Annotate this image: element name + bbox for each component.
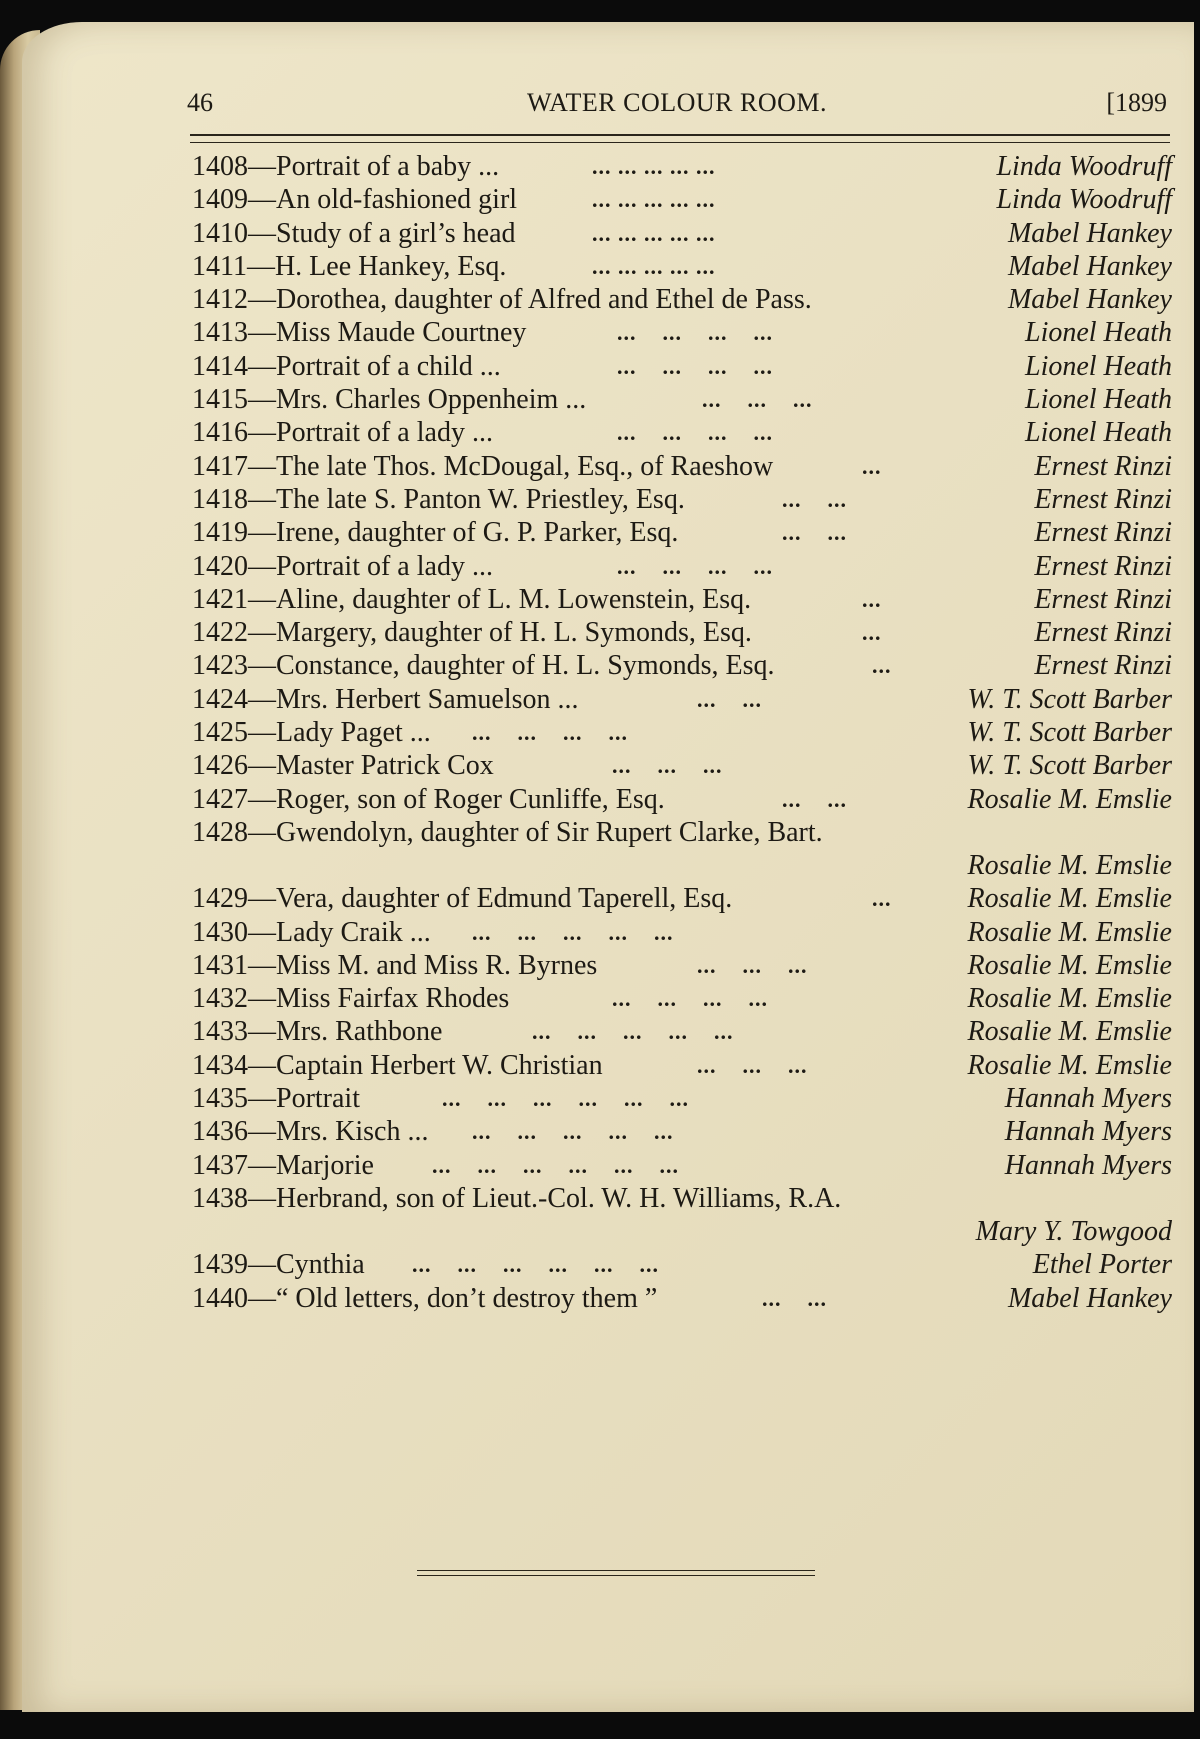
entry-artist: Mabel Hankey <box>1007 217 1172 249</box>
catalogue-entry <box>172 450 1172 483</box>
entry-title: 1414—Portrait of a child ... <box>192 350 501 382</box>
entry-title: 1421—Aline, daughter of L. M. Lowenstein, Esq. <box>192 583 752 615</box>
entry-artist: Rosalie M. Emslie <box>967 949 1172 981</box>
catalogue-entry <box>172 350 1172 383</box>
dot-leader: ... ... ... ... <box>612 986 768 1012</box>
catalogue-entry <box>172 1282 1172 1315</box>
entry-title: 1440—“ Old letters, don’t destroy them ” <box>192 1282 658 1314</box>
year-marker: [1899 <box>1106 88 1167 117</box>
dot-leader: ... <box>872 886 892 912</box>
catalogue-entry <box>172 749 1172 782</box>
catalogue-entry <box>172 1082 1172 1115</box>
entry-title: 1438—Herbrand, son of Lieut.-Col. W. H. Williams, R.A. <box>192 1182 842 1214</box>
dot-leader: ... <box>872 653 892 679</box>
entry-title: 1408—Portrait of a baby ... <box>192 151 500 182</box>
entry-title: 1423—Constance, daughter of H. L. Symonds, Esq. <box>192 650 775 682</box>
dot-leader: ... ... ... ... ... ... <box>412 1252 659 1278</box>
dot-leader: ... ... ... ... <box>472 720 628 746</box>
entry-artist: W. T. Scott Barber <box>967 750 1172 782</box>
entry-artist: Lionel Heath <box>1025 317 1172 349</box>
entry-artist: Ernest Rinzi <box>1034 517 1172 549</box>
entry-artist: Rosalie M. Emslie <box>967 883 1172 915</box>
entry-title: 1428—Gwendolyn, daughter of Sir Rupert Clarke, Bart. <box>192 816 823 848</box>
entry-title: 1420—Portrait of a lady ... <box>192 550 493 582</box>
entry-artist: Linda Woodruff <box>996 184 1172 216</box>
dot-leader: ... ... ... ... ... <box>592 154 716 179</box>
catalogue-entry <box>172 1015 1172 1048</box>
catalogue-entry <box>172 649 1172 682</box>
dot-leader: ... ... <box>782 786 847 812</box>
entry-artist: Ethel Porter <box>1032 1249 1172 1281</box>
entry-artist: Mary Y. Towgood <box>975 1216 1172 1248</box>
catalogue-entry <box>172 616 1172 649</box>
page-header <box>187 88 1167 128</box>
entry-artist: Ernest Rinzi <box>1034 550 1172 582</box>
entry-artist: Rosalie M. Emslie <box>967 983 1172 1015</box>
dot-leader: ... ... <box>782 486 847 512</box>
entry-title: 1422—Margery, daughter of H. L. Symonds, Esq. <box>192 617 752 649</box>
dot-leader: ... ... ... ... ... ... <box>432 1152 679 1178</box>
entry-artist: Rosalie M. Emslie <box>967 783 1172 815</box>
catalogue-entry <box>172 416 1172 449</box>
entry-title: 1435—Portrait <box>192 1083 360 1115</box>
catalogue-entry <box>172 516 1172 549</box>
dot-leader: ... ... ... <box>697 1052 808 1078</box>
dot-leader: ... ... ... <box>702 387 813 413</box>
page-paper <box>22 22 1194 1712</box>
entry-artist: Mabel Hankey <box>1007 1282 1172 1314</box>
catalogue-entry <box>172 1248 1172 1281</box>
dot-leader: ... ... <box>762 1285 827 1311</box>
dot-leader: ... <box>862 586 882 612</box>
entry-artist: Hannah Myers <box>1004 1116 1172 1148</box>
entry-artist: Mabel Hankey <box>1007 250 1172 282</box>
entry-title: 1432—Miss Fairfax Rhodes <box>192 983 510 1015</box>
dot-leader: ... <box>862 453 882 479</box>
entry-title: 1418—The late S. Panton W. Priestley, Esq. <box>192 483 685 515</box>
catalogue-entry <box>172 982 1172 1015</box>
catalogue-entry <box>172 949 1172 982</box>
dot-leader: ... ... ... ... <box>617 320 773 346</box>
catalogue-entry <box>172 1182 1172 1215</box>
catalogue-entry <box>172 483 1172 516</box>
entry-artist: W. T. Scott Barber <box>967 717 1172 749</box>
catalogue-entry <box>172 283 1172 316</box>
entry-artist: Hannah Myers <box>1004 1083 1172 1115</box>
catalogue-entry <box>172 916 1172 949</box>
catalogue-entry <box>172 383 1172 416</box>
entry-title: 1433—Mrs. Rathbone <box>192 1016 443 1048</box>
entry-artist: Linda Woodruff <box>996 151 1172 182</box>
catalogue-entry <box>172 716 1172 749</box>
dot-leader: ... ... ... ... ... <box>592 187 716 213</box>
entry-artist: Lionel Heath <box>1025 384 1172 416</box>
catalogue-entry <box>172 783 1172 816</box>
page-number: 46 <box>187 88 213 117</box>
footer-rule <box>417 1570 815 1576</box>
entry-artist: Hannah Myers <box>1004 1149 1172 1181</box>
entry-artist: Lionel Heath <box>1025 350 1172 382</box>
catalogue-entry <box>172 550 1172 583</box>
entry-title: 1439—Cynthia <box>192 1249 365 1281</box>
entry-title: 1416—Portrait of a lady ... <box>192 417 493 449</box>
dot-leader: ... ... ... ... ... <box>592 253 716 279</box>
entry-title: 1437—Marjorie <box>192 1149 374 1181</box>
dot-leader: ... ... <box>782 520 847 546</box>
entry-title: 1425—Lady Paget ... <box>192 717 431 749</box>
catalogue-entry <box>172 816 1172 849</box>
entry-artist: W. T. Scott Barber <box>967 683 1172 715</box>
entry-artist: Ernest Rinzi <box>1034 583 1172 615</box>
entry-title: 1413—Miss Maude Courtney <box>192 317 527 349</box>
catalogue-entry <box>172 882 1172 915</box>
entry-artist: Rosalie M. Emslie <box>967 916 1172 948</box>
entry-title: 1426—Master Patrick Cox <box>192 750 494 782</box>
dot-leader: ... ... ... ... ... <box>532 1019 734 1045</box>
entry-artist: Rosalie M. Emslie <box>967 1049 1172 1081</box>
dot-leader: ... ... ... ... <box>617 353 773 379</box>
entry-title: 1411—H. Lee Hankey, Esq. <box>192 250 507 282</box>
catalogue-entry <box>172 1049 1172 1082</box>
entry-title: 1415—Mrs. Charles Oppenheim ... <box>192 384 587 416</box>
catalogue-entry <box>172 683 1172 716</box>
catalogue-entry <box>172 583 1172 616</box>
entry-title: 1429—Vera, daughter of Edmund Taperell, Esq. <box>192 883 733 915</box>
entry-title: 1434—Captain Herbert W. Christian <box>192 1049 603 1081</box>
entry-title: 1430—Lady Craik ... <box>192 916 431 948</box>
entry-title: 1412—Dorothea, daughter of Alfred and Ethel de Pass. <box>192 284 812 316</box>
dot-leader: ... ... ... ... <box>617 420 773 446</box>
entry-title: 1431—Miss M. and Miss R. Byrnes <box>192 949 598 981</box>
dot-leader: ... ... <box>697 686 762 712</box>
catalogue-entry <box>172 217 1172 250</box>
entry-artist: Rosalie M. Emslie <box>967 850 1172 882</box>
dot-leader: ... <box>862 620 882 646</box>
running-title: WATER COLOUR ROOM. <box>526 88 828 117</box>
entry-artist: Mabel Hankey <box>1007 284 1172 316</box>
entry-artist: Ernest Rinzi <box>1034 483 1172 515</box>
entry-artist: Rosalie M. Emslie <box>967 1016 1172 1048</box>
catalogue-entry <box>172 316 1172 349</box>
entry-artist: Ernest Rinzi <box>1034 617 1172 649</box>
entry-title: 1427—Roger, son of Roger Cunliffe, Esq. <box>192 783 665 815</box>
dot-leader: ... ... ... ... ... <box>472 1119 674 1145</box>
entry-title: 1419—Irene, daughter of G. P. Parker, Esq. <box>192 517 679 549</box>
entry-title: 1417—The late Thos. McDougal, Esq., of Raeshow <box>192 450 774 482</box>
entry-artist: Lionel Heath <box>1025 417 1172 449</box>
dot-leader: ... ... ... ... <box>617 553 773 579</box>
catalogue-entry <box>172 1149 1172 1182</box>
dot-leader: ... ... ... <box>697 952 808 978</box>
catalogue-entry <box>172 150 1172 183</box>
dot-leader: ... ... ... <box>612 753 723 779</box>
catalogue-entries <box>172 150 1172 1315</box>
catalogue-entry <box>172 250 1172 283</box>
header-rule <box>190 134 1170 143</box>
entry-artist: Ernest Rinzi <box>1034 450 1172 482</box>
entry-title: 1436—Mrs. Kisch ... <box>192 1116 429 1148</box>
dot-leader: ... ... ... ... ... ... <box>442 1086 689 1112</box>
dot-leader: ... ... ... ... ... <box>592 220 716 246</box>
dot-leader: ... ... ... ... ... <box>472 919 674 945</box>
catalogue-entry <box>172 1115 1172 1148</box>
entry-title: 1424—Mrs. Herbert Samuelson ... <box>192 683 579 715</box>
entry-title: 1410—Study of a girl’s head <box>192 217 516 249</box>
entry-title: 1409—An old-fashioned girl <box>192 184 518 216</box>
entry-artist: Ernest Rinzi <box>1034 650 1172 682</box>
catalogue-entry <box>172 183 1172 216</box>
